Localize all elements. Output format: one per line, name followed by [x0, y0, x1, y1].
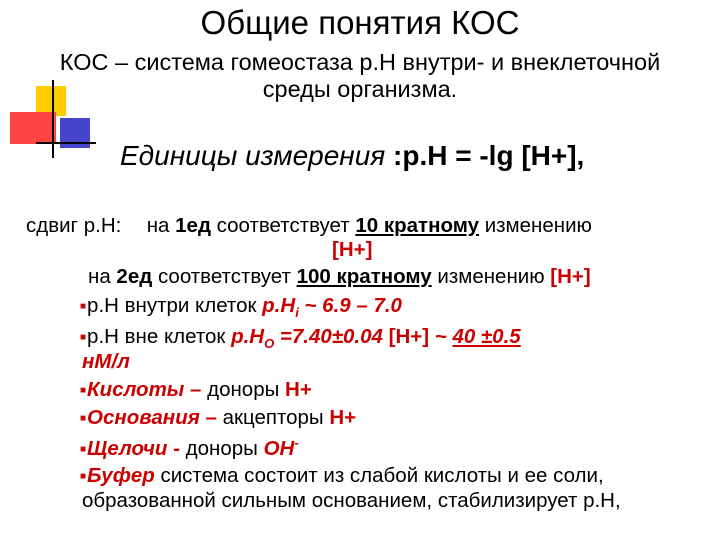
fold-10: 10 кратному — [355, 214, 480, 237]
buffer-line-2: образованной сильным основанием, стабилизирует р.Н, — [82, 489, 621, 512]
bullet-acids: ■Кислоты – доноры Н+ — [80, 378, 312, 401]
bullet-square-icon: ■ — [80, 443, 87, 455]
shift-line-1: сдвиг р.Н: на 1ед соответствует 10 кратному изменению — [26, 214, 592, 237]
bullet-square-icon: ■ — [80, 301, 87, 313]
bullet-ph-inside: ■р.Н внутри клеток $р.Н_i$ ~ 6.9 – 7.0 — [80, 294, 402, 321]
bullet-square-icon: ■ — [80, 471, 87, 483]
units-line — [120, 140, 584, 172]
deco-horizontal-line — [36, 142, 96, 144]
bullet-square-icon: ■ — [80, 385, 87, 397]
bullet-ph-outside: ■р.Н вне клеток $р.Н_O =7.40\pm 0.04$ [Н+] ~ 40 ±0.5 — [80, 325, 521, 352]
definition-line-1: КОС – система гомеостаза р.Н внутри- и внеклеточной — [59, 49, 661, 75]
ph-formula: :р.Н = -lg [Н+], — [393, 140, 585, 171]
bullet-buffer: ■Буфер система состоит из слабой кислоты и ее соли, — [80, 464, 604, 487]
bullet-square-icon: ■ — [80, 332, 87, 344]
shift-amount-2: 2ед — [116, 265, 153, 288]
shift-amount-1: 1ед — [175, 214, 211, 237]
shift-label: сдвиг р.Н: — [26, 214, 122, 237]
definition-line-2: среды организма. — [262, 76, 458, 102]
units-label: Единицы измерения — [120, 140, 386, 171]
bullet-square-icon: ■ — [80, 413, 87, 425]
shift-line-2: на 2ед соответствует 100 кратному изменению [Н+] — [88, 265, 591, 288]
bullet-bases: ■Основания – акцепторы Н+ — [80, 406, 357, 429]
bullet-alkali: ■Щелочи - доноры ОН- — [80, 435, 299, 460]
page-title: Общие понятия КОС — [200, 4, 520, 41]
shift-ion-1: [Н+] — [332, 238, 373, 261]
deco-red-square — [10, 112, 56, 144]
concentration-unit: нМ/л — [82, 350, 130, 373]
fold-100: 100 кратному — [296, 265, 432, 288]
